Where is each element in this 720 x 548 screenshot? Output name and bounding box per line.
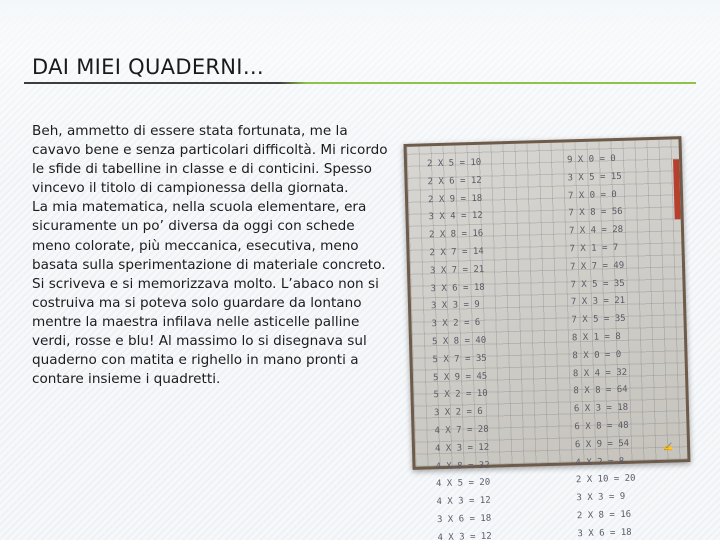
multiplication-fact: 3 X 7 = 21 (429, 264, 485, 277)
multiplication-fact: 3 X 4 = 12 (428, 211, 483, 223)
multiplication-fact: 5 X 9 = 45 (432, 371, 488, 383)
notebook-photo (404, 136, 691, 543)
multiplication-fact: 3 X 6 = 18 (577, 527, 632, 539)
multiplication-fact: 2 X 5 = 10 (426, 157, 482, 170)
multiplication-fact: 2 X 9 = 18 (427, 193, 483, 205)
slide-title: DAI MIEI QUADERNI… (32, 55, 265, 79)
multiplication-fact: 3 X 5 = 15 (567, 171, 622, 184)
multiplication-fact: 8 X 8 = 64 (573, 385, 628, 397)
multiplication-fact: 3 X 3 = 9 (576, 492, 626, 504)
notebook-page (407, 139, 688, 543)
multiplication-fact: 4 X 2 = 8 (575, 456, 625, 468)
multiplication-fact: 4 X 8 = 32 (435, 460, 490, 472)
multiplication-fact: 2 X 8 = 16 (428, 228, 484, 241)
multiplication-fact: 7 X 4 = 28 (568, 225, 624, 237)
multiplication-fact: 4 X 3 = 12 (437, 531, 492, 543)
multiplication-fact: 7 X 1 = 7 (569, 242, 619, 255)
handwritten-signature: ✍ (662, 442, 674, 452)
paragraph-3: Si scriveva e si memorizzava molto. L’abaco non si costruiva ma si poteva solo guardare da lontano mentre la maestra infilava nelle asticelle palline verdi, rosse e blu! Al massimo lo si disegnava sul quaderno con matita e righello in mano pronti a contare insieme i quadretti. (32, 275, 379, 388)
multiplication-fact: 8 X 4 = 32 (572, 367, 628, 379)
multiplication-fact: 2 X 7 = 14 (429, 246, 484, 259)
notebook-cover-edge (673, 159, 681, 219)
multiplication-fact: 4 X 5 = 20 (435, 478, 491, 490)
multiplication-fact: 7 X 8 = 56 (568, 207, 623, 219)
multiplication-fact: 4 X 7 = 28 (434, 424, 489, 437)
title-divider (24, 82, 696, 84)
multiplication-fact: 6 X 3 = 18 (573, 402, 629, 415)
multiplication-fact: 3 X 2 = 6 (431, 318, 481, 330)
multiplication-column-right (567, 151, 638, 544)
multiplication-column-left (427, 155, 492, 548)
multiplication-fact: 4 X 3 = 12 (434, 442, 490, 454)
header-band (0, 0, 720, 48)
slide-body (32, 122, 394, 389)
multiplication-fact: 9 X 0 = 0 (566, 154, 616, 166)
paragraph-1: Beh, ammetto di essere stata fortunata, me la cavavo bene e senza particolari difficoltà. Mi ricordo le sfide di tabelline in classe e di conticini. Spesso vincevo il titolo di campionessa della giornata. (32, 123, 388, 197)
multiplication-fact: 3 X 3 = 9 (430, 300, 480, 312)
multiplication-fact: 8 X 1 = 8 (571, 331, 621, 344)
multiplication-fact: 2 X 6 = 12 (427, 175, 482, 188)
multiplication-fact: 5 X 2 = 10 (433, 389, 488, 401)
multiplication-fact: 3 X 6 = 18 (436, 513, 492, 526)
multiplication-fact: 7 X 7 = 49 (569, 260, 625, 273)
multiplication-fact: 4 X 3 = 12 (436, 495, 491, 508)
multiplication-fact: 7 X 3 = 21 (570, 296, 626, 308)
multiplication-fact: 6 X 9 = 54 (574, 438, 630, 451)
multiplication-fact: 5 X 7 = 35 (432, 353, 487, 365)
paragraph-2: La mia matematica, nella scuola elementare, era sicuramente un po’ diversa da oggi con schede meno colorate, più meccanica, esecutiva, meno basata sulla sperimentazione di materiale concreto. (32, 199, 386, 273)
multiplication-fact: 8 X 0 = 0 (572, 349, 622, 362)
multiplication-fact: 3 X 6 = 18 (430, 282, 485, 294)
multiplication-fact: 2 X 8 = 16 (576, 509, 632, 522)
multiplication-fact: 6 X 8 = 48 (574, 420, 629, 433)
multiplication-fact: 7 X 5 = 35 (570, 278, 625, 290)
multiplication-fact: 5 X 8 = 40 (431, 335, 487, 348)
multiplication-fact: 2 X 10 = 20 (575, 473, 636, 486)
multiplication-fact: 7 X 5 = 35 (571, 313, 626, 326)
multiplication-fact: 3 X 2 = 6 (433, 406, 483, 419)
multiplication-fact: 7 X 0 = 0 (567, 189, 617, 201)
